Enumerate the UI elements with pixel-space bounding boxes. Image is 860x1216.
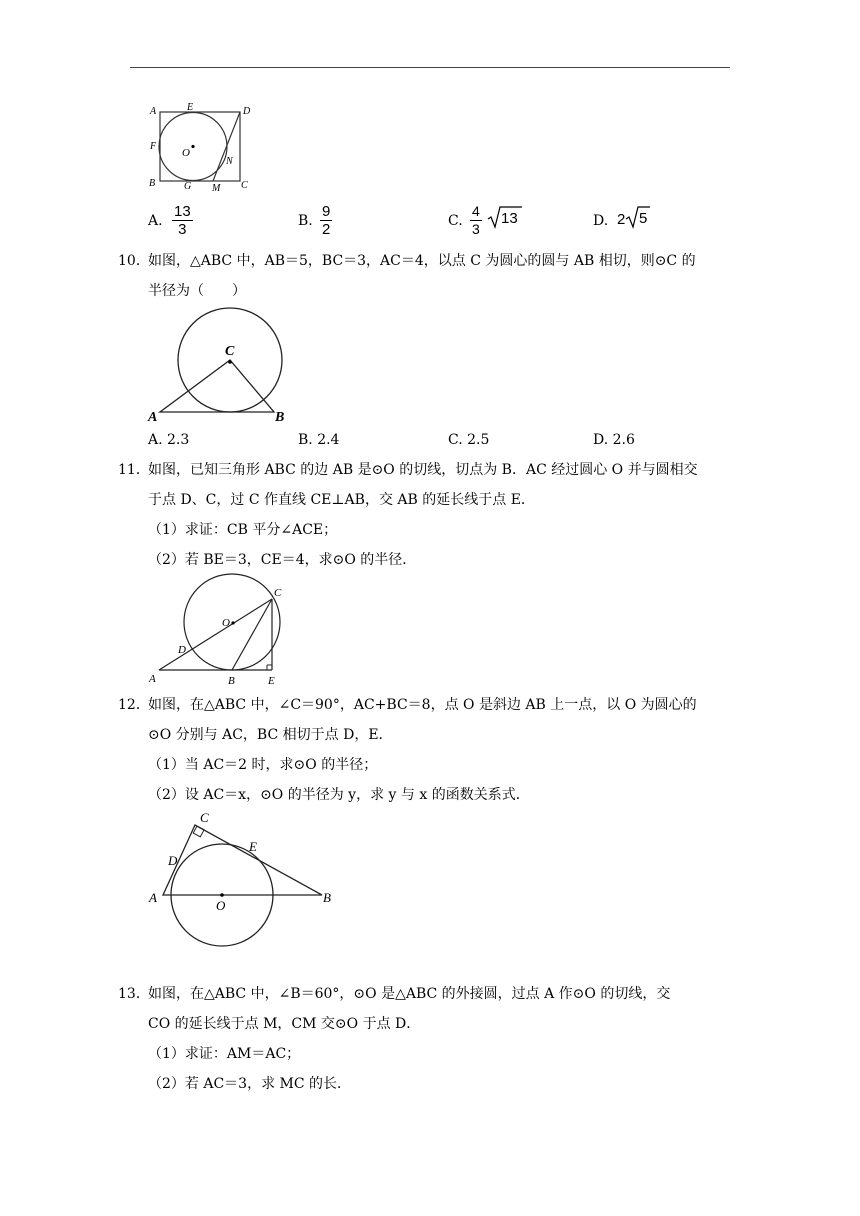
q13-part1: （1）求证：AM＝AC； [148,1046,301,1062]
q10-option-c [448,431,489,449]
q10-option-d-value: 2.6 [612,432,635,448]
q10-text-line2: 半径为（ ） [148,283,246,299]
q9-label-F: F [150,141,157,152]
q9-option-d-radicand: 5 [639,210,648,227]
q9-option-a-num: 13 [174,203,191,220]
q10-text-line1: 如图，△ABC 中，AB＝5，BC＝3，AC＝4，以点 C 为圆心的圆与 AB 相切，则⊙C 的 [148,253,696,269]
q10-option-a [148,431,189,449]
q9-option-c-den: 3 [472,221,480,237]
q11-figure [140,580,300,690]
q10-option-d-letter: D. [593,432,609,448]
q12-label-D: D [168,853,178,868]
q12-label-E: E [249,839,257,854]
q11-label-D: D [178,644,186,656]
q10-option-d [593,431,635,449]
q11-text-line2: 于点 D、C，过 C 作直线 CE⊥AB，交 AB 的延长线于点 E． [148,492,535,508]
q9-label-E: E [187,102,194,113]
q10-option-a-letter: A. [148,432,163,448]
q11-label-E: E [268,675,275,687]
q11-part1: （1）求证：CB 平分∠ACE； [148,522,338,538]
q10-label-A: A [148,410,158,425]
q9-label-A: A [150,106,157,117]
q10-option-b-value: 2.4 [317,432,340,448]
q9-figure [140,98,260,198]
q13-part2: （2）若 AC＝3，求 MC 的长． [148,1076,352,1092]
q10-number: 10． [118,253,150,269]
q9-option-c-letter: C. [448,213,463,229]
q10-option-b-letter: B. [298,432,313,448]
q11-label-B: B [228,675,235,687]
q10-option-c-letter: C. [448,432,463,448]
q12-figure [140,808,340,948]
q11-label-O: O [222,617,230,629]
q12-text-line2: ⊙O 分别与 AC，BC 相切于点 D，E． [148,727,393,743]
q10-label-C: C [225,344,235,359]
q10-figure [140,305,300,427]
q9-option-c-radicand: 13 [501,210,518,227]
q9-option-c-num: 4 [472,203,480,219]
q9-option-a-fraction [172,203,193,238]
q9-option-a-den: 3 [178,221,187,238]
q9-label-G: G [184,181,192,192]
q9-option-d-coef: 2 [617,211,626,228]
q9-label-C: C [241,180,248,191]
q12-label-C: C [200,810,209,825]
q11-text-line1: 如图，已知三角形 ABC 的边 AB 是⊙O 的切线，切点为 B．AC 经过圆心 O 并与圆相交 [148,462,698,478]
q12-part2: （2）设 AC＝x，⊙O 的半径为 y，求 y 与 x 的函数关系式． [148,787,530,803]
q9-option-d-letter: D. [593,213,609,229]
q11-label-C: C [274,587,282,599]
q13-number: 13． [118,986,150,1002]
q9-option-a-letter: A. [148,213,163,229]
q12-label-O: O [216,898,226,913]
q9-option-b-den: 2 [322,221,331,238]
header-rule [130,67,730,68]
q10-option-a-value: 2.3 [167,432,190,448]
q12-part1: （1）当 AC＝2 时，求⊙O 的半径； [148,757,378,773]
q9-option-b-fraction [320,203,332,238]
q9-label-D: D [243,106,251,117]
q9-label-B: B [149,178,156,189]
q12-label-B: B [323,890,331,905]
q9-option-c-fraction [470,203,482,238]
q12-number: 12． [118,697,150,713]
q9-label-M: M [212,183,221,194]
q10-label-B: B [275,410,285,425]
q12-label-A: A [149,890,157,905]
q13-text-line1: 如图，在△ABC 中，∠B＝60°，⊙O 是△ABC 的外接圆，过点 A 作⊙O 的切线，交 [148,986,671,1002]
q11-number: 11． [118,462,150,478]
q9-label-N: N [226,156,233,167]
q11-label-A: A [149,673,156,685]
q10-option-c-value: 2.5 [467,432,490,448]
q11-part2: （2）若 BE＝3，CE＝4，求⊙O 的半径． [148,552,417,568]
q9-option-b-letter: B. [298,213,313,229]
q9-option-b-num: 9 [322,203,331,220]
q10-option-b [298,431,339,449]
q9-label-O: O [182,147,190,159]
q12-text-line1: 如图，在△ABC 中，∠C＝90°，AC+BC＝8，点 O 是斜边 AB 上一点，以 O 为圆心的 [148,697,697,713]
q13-text-line2: CO 的延长线于点 M，CM 交⊙O 于点 D． [148,1016,421,1032]
